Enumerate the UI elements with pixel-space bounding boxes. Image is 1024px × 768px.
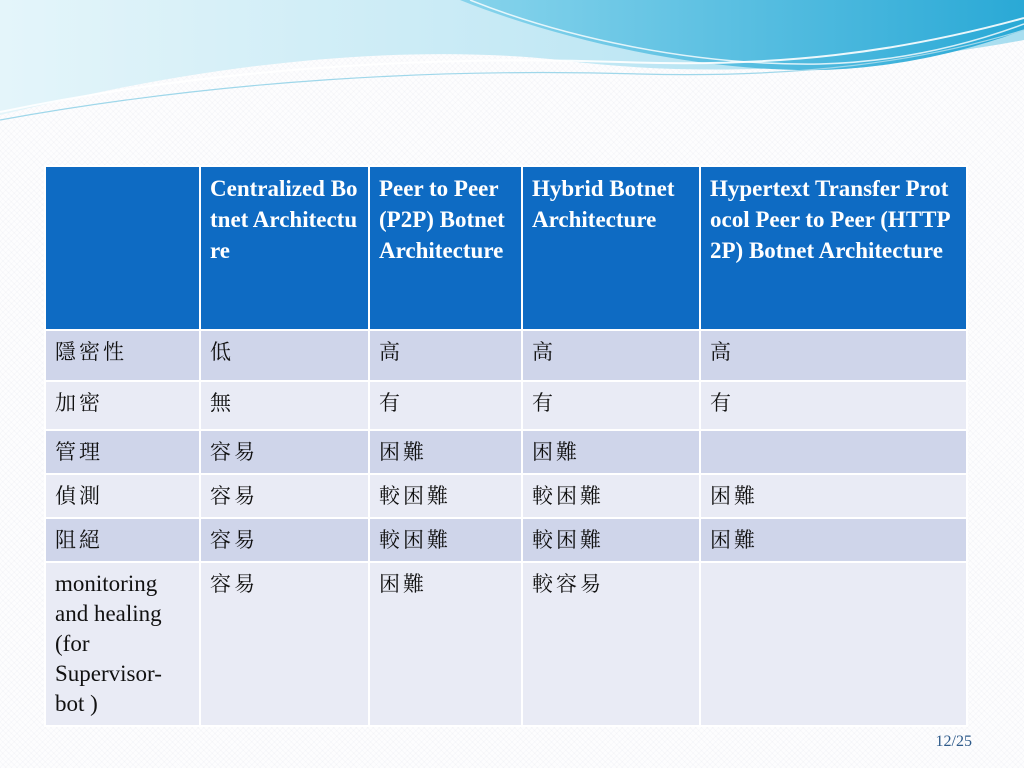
header-wave-decoration	[0, 0, 1024, 130]
table-cell: 高	[522, 330, 700, 381]
row-label: 阻絕	[45, 518, 200, 562]
table-row	[45, 562, 967, 726]
table-cell: 高	[700, 330, 967, 381]
table-cell: 容易	[200, 430, 369, 474]
header-hybrid: Hybrid Botnet Architecture	[522, 166, 700, 330]
table-cell: 高	[369, 330, 522, 381]
botnet-comparison-table	[44, 165, 968, 727]
table-header-row	[45, 166, 967, 330]
table-row	[45, 430, 967, 474]
table-cell: 容易	[200, 562, 369, 726]
table-cell: 困難	[700, 474, 967, 518]
table-cell: 無	[200, 381, 369, 430]
table-row	[45, 381, 967, 430]
row-label: 加密	[45, 381, 200, 430]
row-label: 偵測	[45, 474, 200, 518]
page-number: 12/25	[935, 733, 972, 750]
table-cell: 有	[522, 381, 700, 430]
table-row	[45, 474, 967, 518]
table-cell: 有	[369, 381, 522, 430]
table-cell: 有	[700, 381, 967, 430]
table-cell: 困難	[522, 430, 700, 474]
table-cell: 較困難	[369, 474, 522, 518]
header-http2p: Hypertext Transfer Protocol Peer to Peer (HTTP2P) Botnet Architecture	[700, 166, 967, 330]
header-centralized: Centralized Botnet Architecture	[200, 166, 369, 330]
table-cell: 較困難	[522, 518, 700, 562]
table-cell: 較困難	[522, 474, 700, 518]
table-row	[45, 518, 967, 562]
table-cell: 較困難	[369, 518, 522, 562]
row-label: 隱密性	[45, 330, 200, 381]
table-cell: 困難	[700, 518, 967, 562]
header-p2p: Peer to Peer (P2P) Botnet Architecture	[369, 166, 522, 330]
table-cell: 較容易	[522, 562, 700, 726]
table-cell: 困難	[369, 562, 522, 726]
row-label: 管理	[45, 430, 200, 474]
table-cell: 容易	[200, 474, 369, 518]
header-corner	[45, 166, 200, 330]
table-cell	[700, 562, 967, 726]
row-label: monitoring and healing (for Supervisor-bot )	[45, 562, 200, 726]
table-cell: 困難	[369, 430, 522, 474]
table-cell: 低	[200, 330, 369, 381]
table-cell	[700, 430, 967, 474]
table-row	[45, 330, 967, 381]
table-cell: 容易	[200, 518, 369, 562]
